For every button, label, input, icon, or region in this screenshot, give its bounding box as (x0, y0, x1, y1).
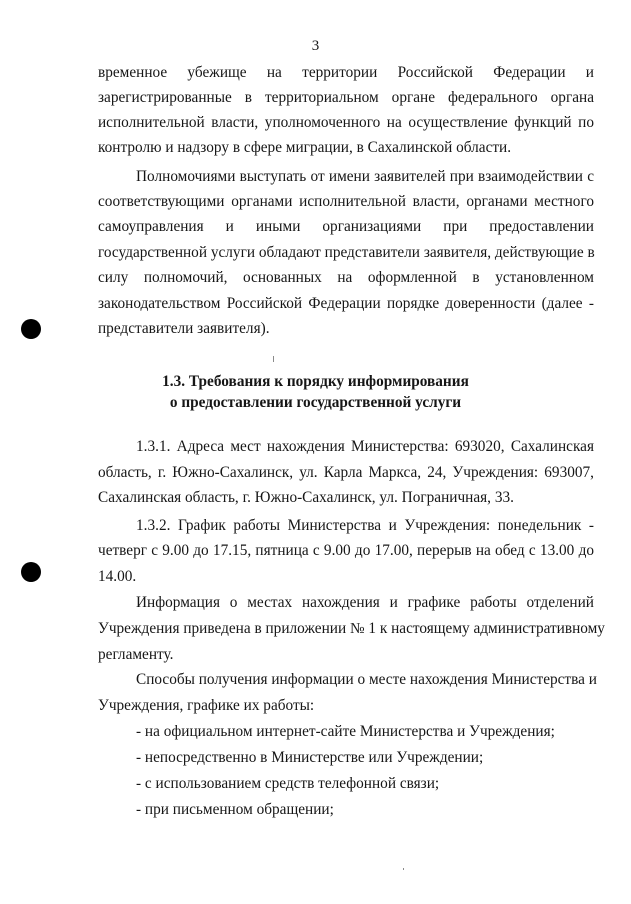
text-line: исполнительной власти, уполномоченного на осуществление функций по (98, 114, 594, 131)
text-line: силу полномочий, основанных на оформленной в установленном (98, 269, 594, 286)
text-line: Способы получения информации о месте нахождения Министерства и (136, 671, 597, 688)
punch-hole-bottom (21, 562, 41, 582)
text-line: 14.00. (98, 568, 137, 585)
text-line: Учреждения приведена в приложении № 1 к настоящему административному (98, 620, 605, 637)
section-heading: 1.3. Требования к порядку информирования (162, 373, 469, 390)
text-line: Сахалинская область, г. Южно-Сахалинск, ул. Пограничная, 33. (98, 489, 514, 506)
list-item: - на официальном интернет-сайте Министерства и Учреждения; (136, 723, 555, 740)
text-line: Полномочиями выступать от имени заявителей при взаимодействии с (136, 168, 594, 185)
list-item: - с использованием средств телефонной связи; (136, 775, 440, 792)
list-item: - при письменном обращении; (136, 801, 334, 818)
text-line: зарегистрированные в территориальном органе федерального органа (98, 89, 594, 106)
text-line: представители заявителя). (98, 320, 270, 337)
text-line: самоуправления и иными организациями при предоставлении (98, 218, 594, 235)
text-line: четверг с 9.00 до 17.15, пятница с 9.00 до 17.00, перерыв на обед с 13.00 до (98, 542, 594, 559)
punch-hole-top (21, 319, 41, 339)
text-line: регламенту. (98, 646, 174, 663)
list-item: - непосредственно в Министерстве или Учреждении; (136, 749, 484, 766)
text-line: область, г. Южно-Сахалинск, ул. Карла Маркса, 24, Учреждения: 693007, (98, 464, 594, 481)
text-line: государственной услуги обладают представители заявителя, действующие в (98, 244, 595, 261)
text-line: контролю и надзору в сфере миграции, в Сахалинской области. (98, 139, 512, 156)
scan-speck (403, 868, 404, 870)
scan-speck (273, 356, 274, 362)
text-line: 1.3.1. Адреса мест нахождения Министерства: 693020, Сахалинская (136, 438, 594, 455)
page-number: 3 (311, 38, 320, 54)
section-heading: о предоставлении государственной услуги (169, 394, 462, 411)
text-line: соответствующими органами исполнительной власти, органами местного (98, 193, 594, 210)
text-line: временное убежище на территории Российской Федерации и (98, 64, 594, 81)
text-line: Учреждения, графике их работы: (98, 697, 315, 714)
text-line: Информация о местах нахождения и графике работы отделений (136, 594, 594, 611)
text-line: законодательством Российской Федерации порядке доверенности (далее - (98, 295, 594, 312)
text-line: 1.3.2. График работы Министерства и Учреждения: понедельник - (136, 517, 594, 534)
